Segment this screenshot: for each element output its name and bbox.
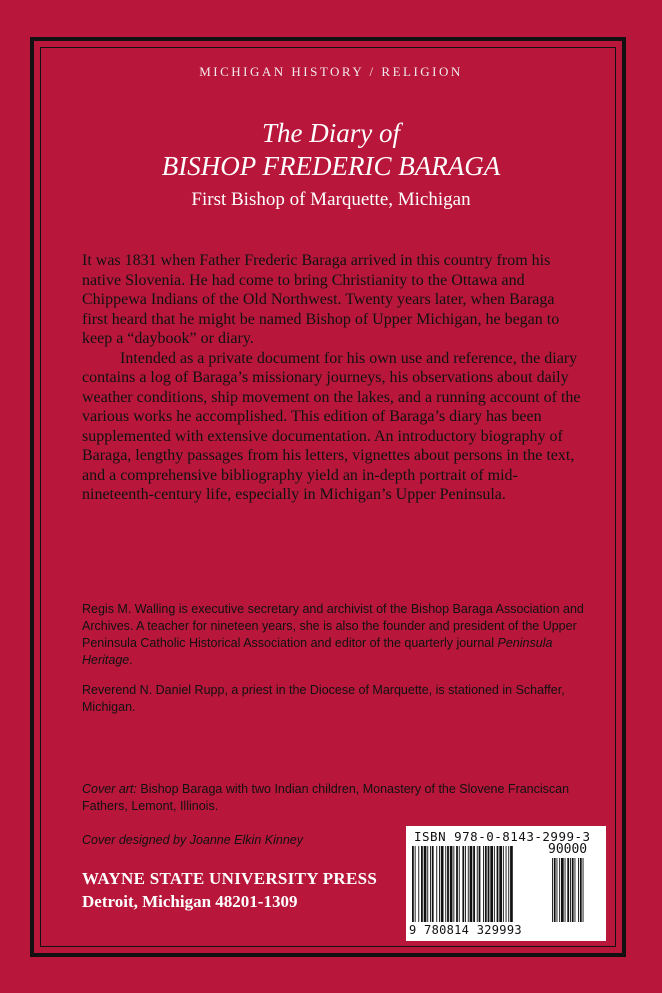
publisher-name: WAYNE STATE UNIVERSITY PRESS xyxy=(82,869,378,888)
description-paragraph-2: Intended as a private document for his own use and reference, the diary contains a log of Baraga’s missionary journeys, his observations about daily weather conditions, ship movement on the lakes, and a running account of the various works he accomplished. This edition of Baraga’s diary has been supplemented with extensive documentation. An introductory biography of Baraga, lengthy passages from his letters, vignettes about persons in the text, and a comprehensive bibliography yield an in-depth portrait of mid-nineteenth-century life, especially in Michigan’s Upper Peninsula. xyxy=(82,349,581,503)
title-line-2: BISHOP FREDERIC BARAGA xyxy=(161,151,501,181)
isbn-text: ISBN 978-0-8143-2999-3 xyxy=(414,829,591,844)
cover-design-credit: Cover designed by Joanne Elkin Kinney xyxy=(82,833,303,847)
journal-title: Peninsula Heritage xyxy=(82,636,553,667)
cover-art-text: Bishop Baraga with two Indian children, Monastery of the Slovene Franciscan Fathers, Lemont, Illinois. xyxy=(82,782,570,813)
cover-art-credit xyxy=(82,781,587,815)
description xyxy=(82,251,582,505)
price-code: 90000 xyxy=(548,842,588,857)
author-bio-walling xyxy=(82,601,587,669)
barcode-icon xyxy=(410,846,602,924)
subtitle: First Bishop of Marquette, Michigan xyxy=(191,189,471,210)
barcode-digits: 9 780814 329993 xyxy=(409,923,522,937)
description-paragraph-1: It was 1831 when Father Frederic Baraga arrived in this country from his native Slovenia. He had come to bring Christianity to the Ottawa and Chippewa Indians of the Old Northwest. Twenty years later, when Baraga first heard that he might be named Bishop of Upper Michigan, he began to keep a “daybook” or diary. xyxy=(82,252,560,347)
publisher-block xyxy=(82,869,412,912)
walling-bio-end: . xyxy=(129,653,133,667)
barcode-box xyxy=(406,826,606,941)
author-bios xyxy=(82,601,587,729)
category-label: MICHIGAN HISTORY / RELIGION xyxy=(199,64,463,79)
publisher-address: Detroit, Michigan 48201-1309 xyxy=(82,892,298,911)
title-line-1: The Diary of xyxy=(262,118,400,148)
author-bio-rupp: Reverend N. Daniel Rupp, a priest in the Diocese of Marquette, is stationed in Schaffer, Michigan. xyxy=(82,683,565,714)
walling-bio-text: Regis M. Walling is executive secretary and archivist of the Bishop Baraga Association and Archives. A teacher for nineteen years, she is also the founder and president of the Upper Peninsula Catholic Historical Association and editor of the quarterly journal xyxy=(82,602,584,650)
cover-art-label: Cover art: xyxy=(82,782,137,796)
